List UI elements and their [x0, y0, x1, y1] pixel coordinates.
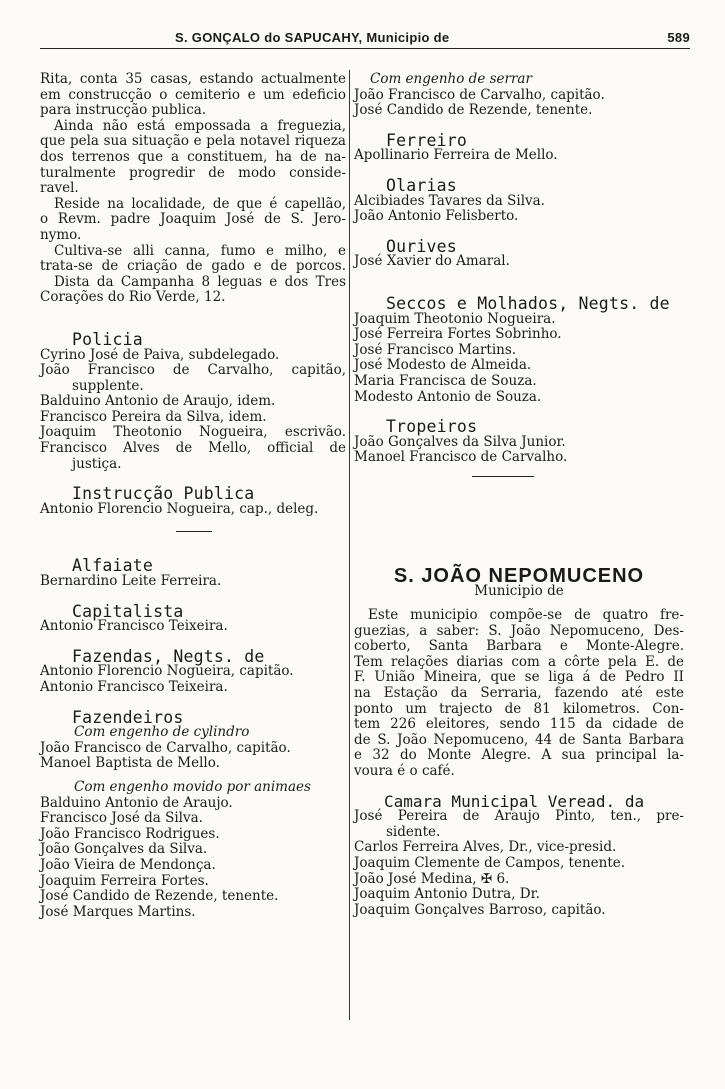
text-line: Ainda não está empossada a freguezia, [54, 117, 346, 134]
list-item: Joaquim Theotonio Nogueira, escrivão. [40, 424, 346, 441]
list-item: Francisco Pereira da Silva, idem. [40, 408, 267, 425]
text-line: dos terrenos que a constituem, ha de na- [40, 148, 346, 165]
header-rule [40, 48, 690, 49]
list-item: Balduino Antonio de Araujo. [40, 794, 233, 811]
text-line: o Revm. padre Joaquim José de S. Jero- [40, 211, 346, 228]
text-line: Dista da Campanha 8 leguas e dos Tres [54, 273, 346, 290]
list-item: Alcibiades Tavares da Silva. [354, 192, 545, 209]
text-line: em construcção o cemiterio e um edeficio [40, 86, 346, 103]
section-heading-seccos: Seccos e Molhados, Negts. de [386, 293, 670, 313]
section-heading-olarias: Olarias [386, 175, 457, 195]
list-item: Antonio Florencio Nogueira, capitão. [40, 663, 294, 680]
section-heading-fazendas: Fazendas, Negts. de [72, 646, 265, 666]
list-item: Cyrino José de Paiva, subdelegado. [40, 346, 280, 363]
text-line: guezias, a saber: S. João Nepomuceno, Des- [354, 622, 684, 639]
text-line: ponto um trajecto de 81 kilometros. Con- [354, 700, 684, 717]
text-line: para instrucção publica. [40, 102, 207, 119]
section-heading-instrucao: Instrucção Publica [72, 484, 255, 504]
text-line: de S. João Nepomuceno, 44 de Santa Barbara [354, 731, 684, 748]
subsection-label: Com engenho de serrar [370, 71, 532, 87]
list-item: João Gonçalves da Silva Junior. [354, 433, 566, 450]
list-item: José Ferreira Fortes Sobrinho. [354, 326, 562, 343]
text-line: que pela sua situação e pela notavel riqueza [40, 133, 346, 150]
list-item: Maria Francisca de Souza. [354, 372, 537, 389]
subsection-label: Com engenho de cylindro [74, 724, 250, 741]
list-item: José Candido de Rezende, tenente. [354, 102, 593, 119]
running-header [40, 26, 690, 50]
section-heading-tropeiros: Tropeiros [386, 417, 478, 437]
text-line: voura é o café. [354, 763, 455, 779]
text-line: Cultiva-se alli canna, fumo e milho, e [54, 242, 346, 259]
list-item: Antonio Francisco Teixeira. [40, 679, 228, 695]
list-item: José Candido de Rezende, tenente. [40, 888, 279, 905]
list-item: João Francisco Rodrigues. [40, 825, 220, 842]
list-item: João Francisco de Carvalho, capitão. [354, 86, 605, 103]
section-heading-camara: Camara Municipal Veread. da [384, 791, 645, 811]
municipality-paragraph [354, 608, 684, 780]
list-item: José Francisco Martins. [354, 341, 517, 358]
municipality-subtitle: Municipio de [474, 583, 564, 600]
list-item: José Pereira de Araujo Pinto, ten., pre- [354, 808, 684, 825]
list-item: João Antonio Felisberto. [354, 208, 519, 225]
page-number: 589 [667, 30, 690, 45]
list-item: Joaquim Theotonio Nogueira. [354, 310, 556, 327]
text-line: tem 226 eleitores, sendo 115 da cidade de [354, 716, 684, 733]
list-item: João Vieira de Mendonça. [40, 856, 216, 873]
list-item: Joaquim Antonio Dutra, Dr. [354, 886, 540, 903]
intro-paragraph [40, 72, 346, 306]
section-heading-fazendeiros: Fazendeiros [72, 707, 184, 727]
list-item: Apollinario Ferreira de Mello. [354, 147, 558, 164]
list-item: João José Medina, ✠ 6. [354, 870, 510, 887]
list-item: Francisco Alves de Mello, official de [40, 440, 346, 457]
right-column [354, 72, 684, 918]
list-item: Antonio Florencio Nogueira, cap., deleg. [40, 500, 319, 517]
list-item: Antonio Francisco Teixeira. [40, 618, 228, 635]
list-item: Joaquim Gonçalves Barroso, capitão. [354, 901, 606, 918]
running-title: S. GONÇALO do SAPUCAHY, Municipio de [175, 30, 450, 45]
list-item: Francisco José da Silva. [40, 810, 203, 827]
list-item: Joaquim Ferreira Fortes. [40, 872, 209, 889]
list-item: Bernardino Leite Ferreira. [40, 573, 222, 590]
text-line: Reside na localidade, de que é capellão, [54, 195, 346, 212]
municipality-title: S. JOÃO NEPOMUCENO [393, 564, 645, 587]
list-item: João Francisco de Carvalho, capitão. [40, 739, 291, 756]
text-line: Tem relações diarias com a côrte pela E. de [354, 653, 684, 670]
list-item: José Modesto de Almeida. [354, 357, 532, 374]
text-line: trata-se de criação de gado e de porcos. [40, 258, 346, 275]
section-heading-ourives: Ourives [386, 236, 457, 256]
text-line: Este municipio compõe-se de quatro fre- [368, 607, 684, 624]
text-line: ravel. [40, 180, 79, 197]
list-item: Joaquim Clemente de Campos, tenente. [354, 854, 626, 871]
list-item: José Marques Martins. [40, 903, 196, 920]
list-item: João Francisco de Carvalho, capitão, [40, 362, 346, 379]
list-item: Balduino Antonio de Araujo, idem. [40, 393, 276, 410]
text-line: coberto, Santa Barbara e Monte-Alegre. [354, 638, 684, 655]
list-item: Carlos Ferreira Alves, Dr., vice-presid. [354, 839, 617, 856]
section-heading-alfaiate: Alfaiate [72, 556, 154, 576]
list-item: justiça. [72, 455, 122, 472]
text-line: turalmente progredir de modo conside- [40, 164, 346, 181]
section-heading-policia: Policia [72, 329, 143, 349]
list-item: Modesto Antonio de Souza. [354, 388, 542, 405]
list-item: Manoel Francisco de Carvalho. [354, 449, 568, 466]
column-divider [349, 70, 350, 1020]
subsection-label: Com engenho movido por animaes [74, 778, 311, 795]
text-line: e 32 do Monte Alegre. A sua principal la- [354, 747, 684, 764]
left-column [40, 72, 346, 920]
text-line: Corações do Rio Verde, 12. [40, 289, 226, 306]
list-item: sidente. [386, 823, 441, 840]
section-heading-capitalista: Capitalista [72, 601, 184, 621]
text-line: na Estação da Serraria, fazendo até este [354, 685, 684, 702]
list-item: João Gonçalves da Silva. [40, 841, 208, 858]
list-item: supplente. [72, 377, 144, 394]
text-line: nymo. [40, 226, 82, 243]
text-line: Rita, conta 35 casas, estando actualmente [40, 71, 346, 87]
text-line: F. União Mineira, que se liga á de Pedro II [354, 669, 684, 686]
list-item: Manoel Baptista de Mello. [40, 755, 220, 772]
section-heading-ferreiro: Ferreiro [386, 130, 468, 150]
list-item: José Xavier do Amaral. [354, 253, 510, 270]
